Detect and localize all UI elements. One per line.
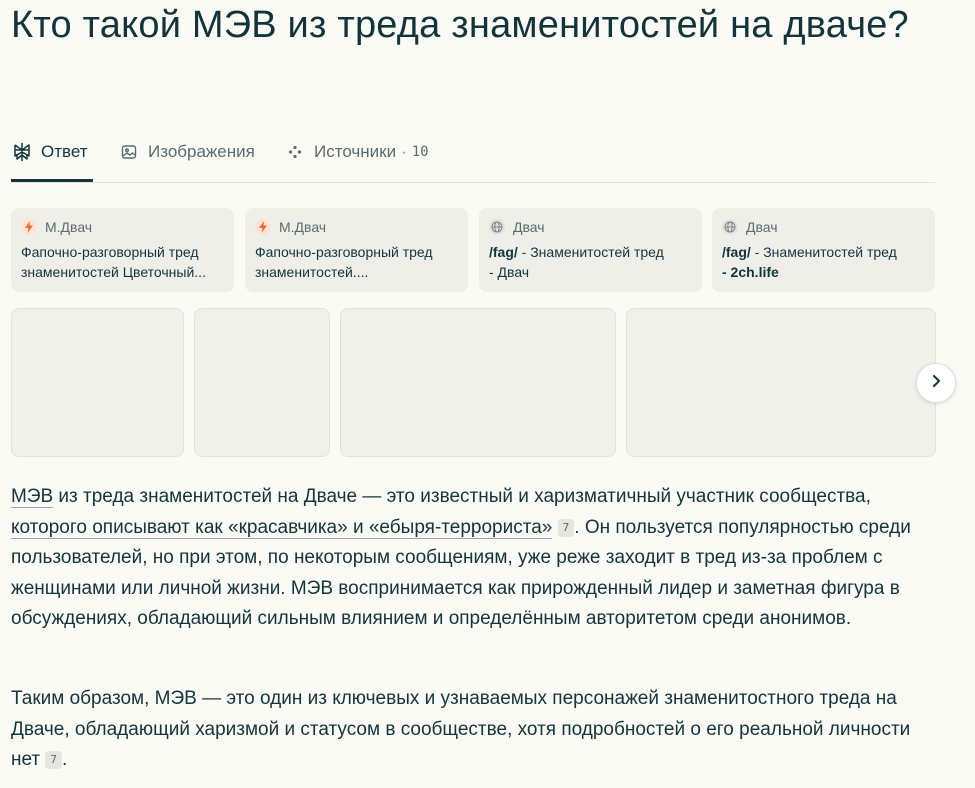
tab-images-label: Изображения [148, 142, 255, 161]
image-thumbnail[interactable] [626, 308, 936, 457]
bolt-icon [21, 219, 37, 235]
source-title-text: Фапочно-разговорный тред [255, 244, 433, 260]
source-title-line2 [255, 262, 458, 282]
source-card[interactable] [245, 208, 468, 292]
answer-paragraph [11, 684, 941, 776]
tab-images[interactable] [118, 138, 255, 166]
answer-cited-text[interactable]: которого описывают как «красавчика» и «ебыря-террориста» [11, 516, 553, 538]
source-title-line2 [21, 262, 224, 282]
globe-icon [722, 219, 738, 235]
source-title-line1 [722, 242, 925, 262]
source-card[interactable] [11, 208, 234, 292]
answer-text: Таким образом, МЭВ — это один из ключевых и узнаваемых персонажей знаменитостного треда на Дваче, обладающий харизмой и статусом в сообществе, хотя подробностей о его реальной личности нет [11, 688, 911, 770]
answer-paragraph [11, 482, 941, 635]
source-site: Двач [513, 219, 545, 235]
source-title-line1 [21, 242, 224, 262]
page-title: Кто такой МЭВ из треда знаменитостей на дваче? [11, 4, 909, 46]
source-title-text: знаменитостей Цветочный... [21, 264, 206, 280]
citation-badge[interactable]: 7 [558, 519, 575, 537]
source-title-bold: /fag/ [489, 244, 518, 260]
source-site: М.Двач [279, 219, 327, 235]
source-card[interactable] [479, 208, 702, 292]
tab-sources[interactable] [284, 138, 429, 166]
image-thumbnail[interactable] [194, 308, 330, 457]
source-title-text: - Знаменитостей тред [750, 244, 897, 260]
source-title-text: Фапочно-разговорный тред [21, 244, 199, 260]
tab-sources-separator: · [401, 142, 407, 161]
sources-icon [284, 141, 306, 163]
source-title-line1 [255, 242, 458, 262]
image-thumbnail[interactable] [11, 308, 184, 457]
image-thumbnail[interactable] [340, 308, 616, 457]
answer-term-link[interactable]: МЭВ [11, 486, 54, 507]
source-title-text: - Знаменитостей тред [517, 244, 664, 260]
tab-bar [11, 130, 935, 183]
source-title-line2 [722, 262, 925, 282]
globe-icon [489, 219, 505, 235]
source-title-bold: - 2ch.life [722, 264, 779, 280]
source-site: М.Двач [45, 219, 93, 235]
chevron-right-icon [930, 374, 942, 393]
answer-text: из треда знаменитостей на Дваче — это известный и харизматичный участник сообщества, [53, 486, 871, 507]
source-title-line1 [489, 242, 692, 262]
source-card[interactable] [712, 208, 935, 292]
next-images-button[interactable] [916, 363, 956, 403]
source-title-text: - Двач [489, 264, 530, 280]
image-icon [118, 141, 140, 163]
source-site: Двач [746, 219, 778, 235]
perplexity-logo-icon [11, 141, 33, 163]
source-title-text: знаменитостей.... [255, 264, 369, 280]
answer-text: . Он пользуется популярностью среди пользователей, но при этом, по некоторым сообщениям, уже реже заходит в тред из-за проблем с женщинами или личной жизни. МЭВ воспринимается как прирожденный лидер и заметная фигура в обсуждениях, обладающий сильным влиянием и определённым авторитетом среди анонимов. [11, 516, 911, 629]
tab-sources-count: 10 [411, 144, 429, 160]
citation-badge[interactable]: 7 [45, 751, 62, 769]
source-title-line2 [489, 262, 692, 282]
bolt-icon [255, 219, 271, 235]
tab-answer[interactable] [11, 138, 88, 166]
active-tab-indicator [11, 179, 93, 182]
answer-text: . [62, 749, 68, 770]
tab-answer-label: Ответ [41, 142, 88, 161]
source-title-bold: /fag/ [722, 244, 751, 260]
tab-sources-label: Источники [314, 142, 397, 161]
